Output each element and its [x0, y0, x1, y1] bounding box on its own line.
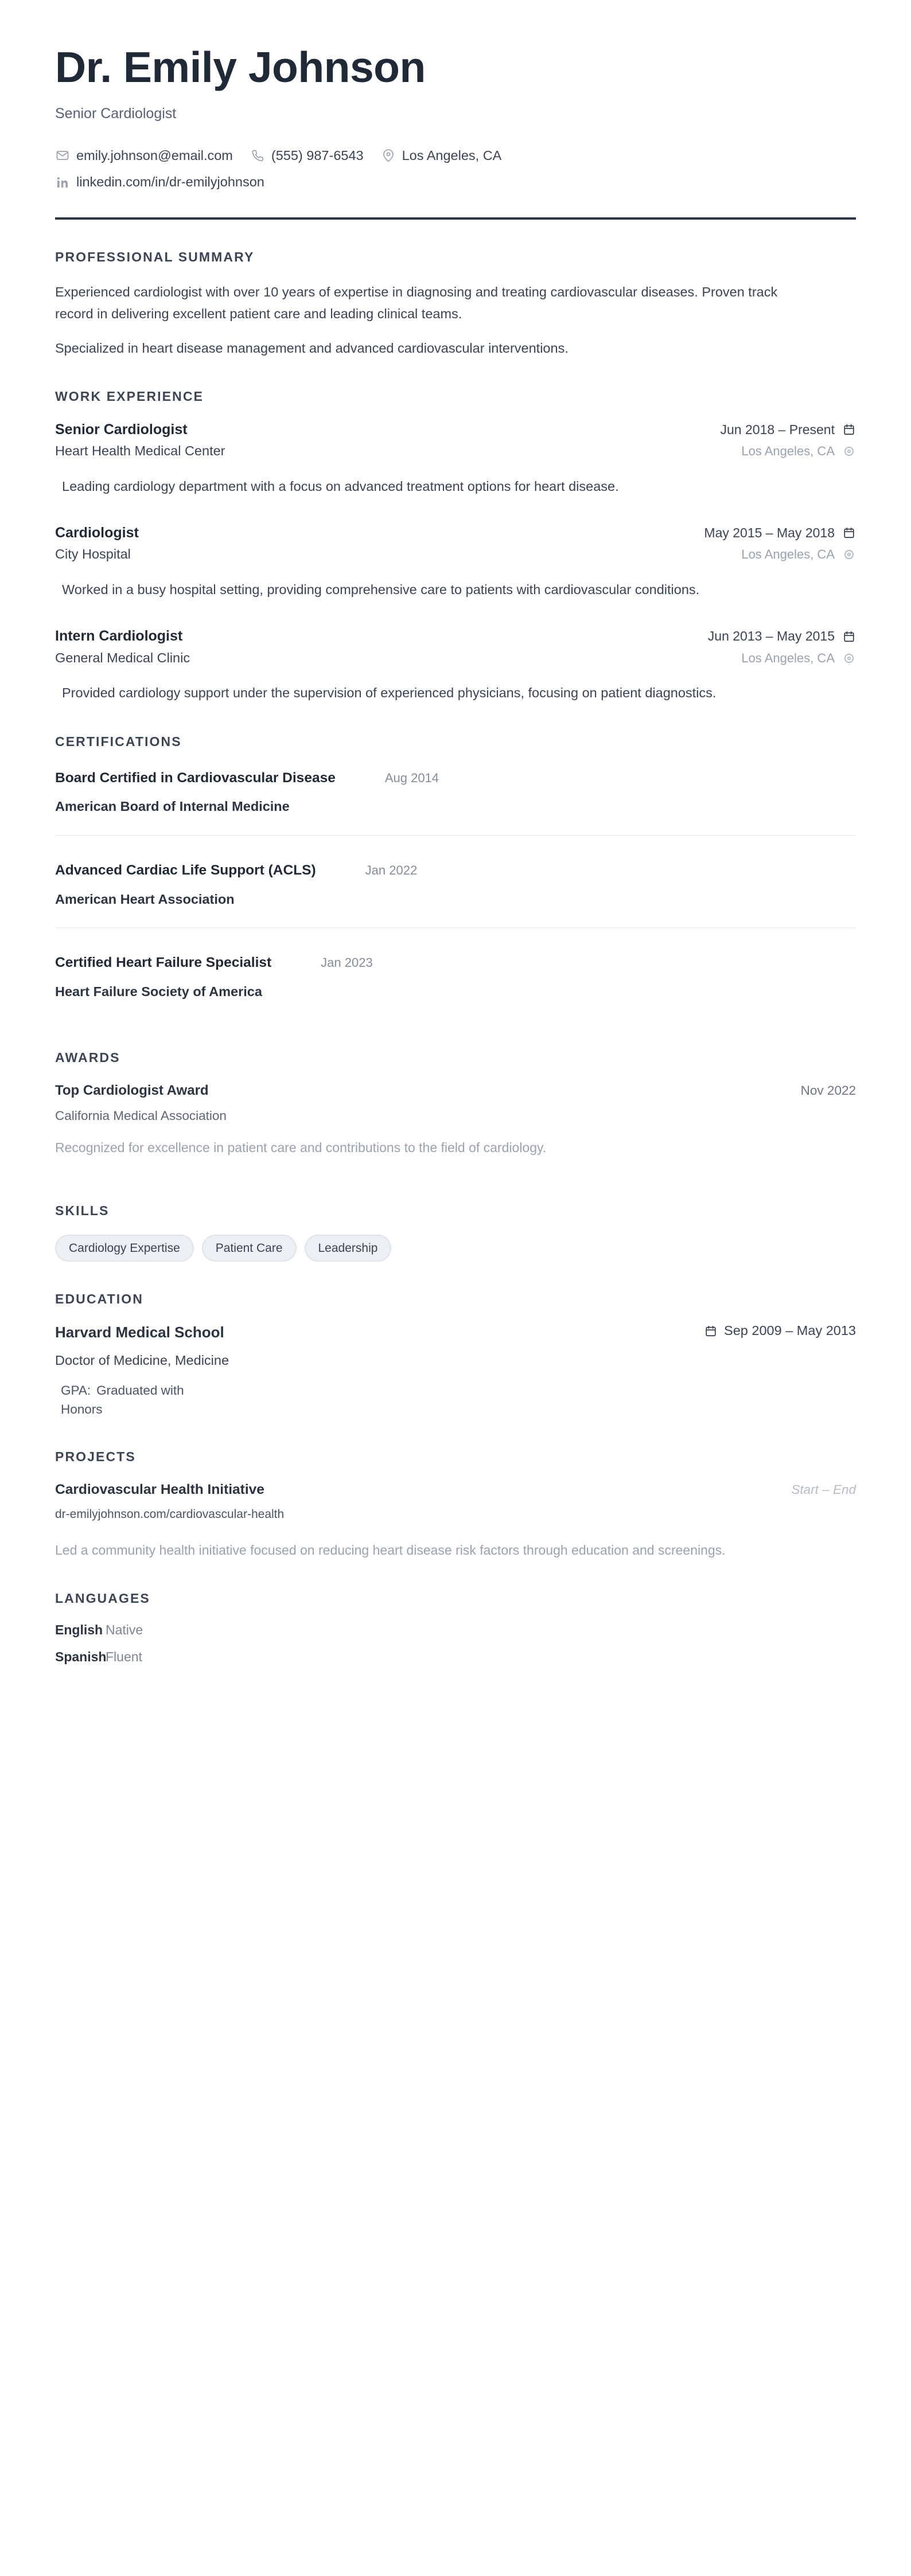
experience-dates: [704, 525, 856, 541]
page-title: Dr. Emily Johnson: [55, 43, 426, 91]
language-name: English: [55, 1622, 103, 1637]
experience-entry-bottomrow: [55, 542, 856, 564]
skill-chip[interactable]: Patient Care: [202, 1235, 297, 1262]
experience-entry-toprow: [55, 524, 856, 542]
experience-location-text: Los Angeles, CA: [741, 444, 835, 459]
contact-linkedin[interactable]: [55, 174, 264, 190]
education-dates: [704, 1323, 856, 1338]
project-dates-placeholder: Start – End: [791, 1482, 856, 1497]
skill-chip[interactable]: Leadership: [305, 1235, 392, 1262]
language-level: Native: [106, 1622, 143, 1637]
award-item: [55, 1082, 856, 1158]
job-title-subtitle: Senior Cardiologist: [55, 105, 177, 122]
language-name: Spanish: [55, 1649, 107, 1664]
experience-location: [741, 651, 856, 666]
resume-header: [55, 45, 856, 220]
award-date: Nov 2022: [800, 1083, 856, 1098]
summary-paragraph-2: Specialized in heart disease management and advanced cardiovascular interventions.: [55, 340, 569, 356]
section-heading-education: EDUCATION: [55, 1291, 143, 1306]
award-name: Top Cardiologist Award: [55, 1082, 209, 1098]
experience-role: Intern Cardiologist: [55, 628, 183, 645]
education-item: [55, 1323, 856, 1419]
certification-item: [55, 950, 856, 1020]
contact-email-text: emily.johnson@email.com: [76, 147, 233, 163]
contact-info: [55, 147, 856, 191]
project-url[interactable]: dr-emilyjohnson.com/cardiovascular-health: [55, 1508, 285, 1521]
contact-phone-text: (555) 987-6543: [271, 147, 364, 163]
experience-entry: [55, 627, 856, 704]
skill-chip-list: [55, 1235, 856, 1262]
map-pin-icon: [381, 148, 396, 163]
experience-description: Leading cardiology department with a focus on advanced treatment options for heart disease.: [62, 478, 619, 494]
contact-location: [381, 147, 502, 164]
experience-location: [741, 444, 856, 459]
experience-dates-text: Jun 2013 – May 2015: [707, 629, 835, 644]
education-school: Harvard Medical School: [55, 1323, 224, 1341]
map-pin-icon: [842, 651, 856, 665]
contact-line-primary: [55, 147, 856, 164]
experience-entry-bottomrow: [55, 439, 856, 460]
experience-entry: [55, 524, 856, 600]
section-projects: [55, 1449, 856, 1561]
section-heading-summary: PROFESSIONAL SUMMARY: [55, 249, 255, 264]
project-row: [55, 1481, 856, 1499]
experience-dates: [708, 629, 856, 644]
experience-location-text: Los Angeles, CA: [741, 547, 835, 562]
experience-location: [741, 547, 856, 562]
experience-organization: Heart Health Medical Center: [55, 443, 225, 459]
section-heading-languages: LANGUAGES: [55, 1590, 150, 1606]
project-item: [55, 1481, 856, 1561]
calendar-icon: [704, 1324, 718, 1338]
education-gpa: [61, 1381, 216, 1419]
linkedin-icon: [55, 175, 70, 190]
project-description: Led a community health initiative focused on reducing heart disease risk factors through education and screenings.: [55, 1542, 726, 1558]
certification-date: Aug 2014: [384, 770, 439, 785]
certification-item: [55, 766, 856, 835]
language-level: Fluent: [106, 1649, 142, 1664]
certification-date: Jan 2023: [321, 955, 373, 970]
language-row: [55, 1649, 856, 1665]
experience-organization: City Hospital: [55, 547, 131, 562]
summary-paragraph-1: Experienced cardiologist with over 10 years of expertise in diagnosing and treating cardiovascular diseases. Proven track record in delivering excellent patient care and leading clinical teams.: [55, 284, 778, 321]
section-skills: [55, 1203, 856, 1262]
envelope-icon: [55, 148, 70, 163]
calendar-icon: [842, 423, 856, 436]
award-description: Recognized for excellence in patient care and contributions to the field of cardiology.: [55, 1140, 547, 1156]
certification-name: Board Certified in Cardiovascular Disease: [55, 770, 336, 786]
contact-phone[interactable]: [250, 147, 364, 164]
award-row: [55, 1082, 856, 1099]
education-dates-text: Sep 2009 – May 2013: [724, 1323, 856, 1338]
education-row: [55, 1323, 856, 1342]
experience-entry-bottomrow: [55, 646, 856, 668]
skill-chip[interactable]: Cardiology Expertise: [55, 1235, 194, 1262]
experience-dates-text: May 2015 – May 2018: [704, 525, 835, 540]
phone-icon: [250, 148, 265, 163]
certification-divider: [55, 835, 856, 836]
certification-row: [55, 954, 856, 972]
language-list: [55, 1622, 856, 1665]
contact-location-text: Los Angeles, CA: [402, 147, 502, 163]
experience-role: Cardiologist: [55, 524, 139, 541]
contact-line-secondary: [55, 174, 856, 190]
section-heading-skills: SKILLS: [55, 1203, 110, 1218]
section-professional-summary: [55, 249, 856, 359]
certification-row: [55, 769, 856, 787]
contact-linkedin-text: linkedin.com/in/dr-emilyjohnson: [76, 174, 264, 190]
certification-issuer: Heart Failure Society of America: [55, 984, 262, 1000]
certification-row: [55, 861, 856, 880]
section-heading-certifications: CERTIFICATIONS: [55, 733, 182, 749]
section-certifications: [55, 734, 856, 1020]
certification-issuer: American Heart Association: [55, 891, 235, 907]
project-name: Cardiovascular Health Initiative: [55, 1481, 264, 1497]
education-gpa-value: Graduated with Honors: [61, 1383, 184, 1416]
certification-divider: [55, 927, 856, 928]
experience-entry-toprow: [55, 420, 856, 439]
section-heading-experience: WORK EXPERIENCE: [55, 388, 204, 404]
certification-name: Certified Heart Failure Specialist: [55, 955, 272, 971]
experience-dates-text: Jun 2018 – Present: [720, 421, 835, 437]
certification-issuer: American Board of Internal Medicine: [55, 799, 290, 814]
spacer: [55, 1158, 856, 1173]
section-heading-projects: PROJECTS: [55, 1449, 136, 1464]
experience-organization: General Medical Clinic: [55, 650, 190, 665]
experience-dates: [721, 422, 856, 438]
header-divider: [55, 217, 856, 220]
section-heading-awards: AWARDS: [55, 1049, 120, 1065]
contact-email[interactable]: [55, 147, 233, 164]
map-pin-icon: [842, 444, 856, 458]
education-gpa-label: GPA:: [61, 1383, 91, 1398]
certification-name: Advanced Cardiac Life Support (ACLS): [55, 862, 316, 878]
education-degree: Doctor of Medicine, Medicine: [55, 1352, 229, 1368]
award-issuer: California Medical Association: [55, 1108, 227, 1123]
experience-role: Senior Cardiologist: [55, 421, 188, 438]
map-pin-icon: [842, 548, 856, 561]
experience-entry: [55, 420, 856, 497]
experience-location-text: Los Angeles, CA: [741, 650, 835, 665]
section-languages: [55, 1591, 856, 1665]
certification-item: [55, 858, 856, 927]
experience-description: Provided cardiology support under the supervision of experienced physicians, focusing on patient diagnostics.: [62, 685, 717, 701]
experience-entry-toprow: [55, 627, 856, 646]
certification-date: Jan 2022: [365, 862, 418, 877]
calendar-icon: [842, 526, 856, 540]
experience-description: Worked in a busy hospital setting, providing comprehensive care to patients with cardiovascular conditions.: [62, 582, 700, 598]
calendar-icon: [842, 630, 856, 643]
language-row: [55, 1622, 856, 1638]
section-awards: [55, 1050, 856, 1158]
section-education: [55, 1291, 856, 1419]
section-work-experience: [55, 389, 856, 704]
